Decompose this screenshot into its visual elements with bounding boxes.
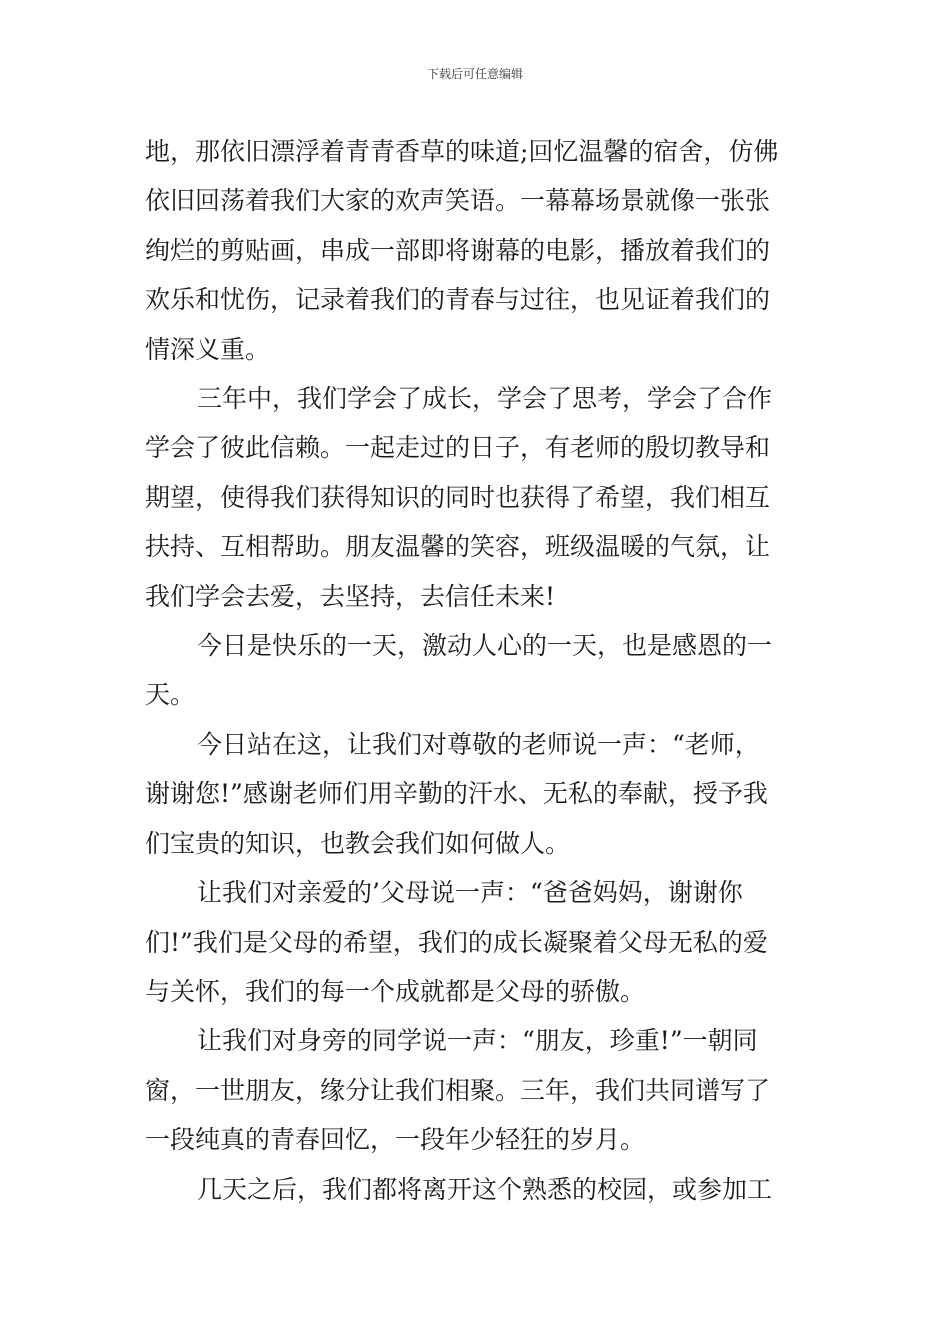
paragraph-5 — [145, 868, 807, 1016]
text-line: 今日是快乐的一天，激动人心的一天，也是感恩的一 — [197, 631, 773, 661]
text-line: 欢乐和忧伤，记录着我们的青春与过往，也见证着我们的 — [145, 285, 771, 315]
text-line: 天。 — [145, 680, 196, 710]
text-line: 依旧回荡着我们大家的欢声笑语。一幕幕场景就像一张张 — [145, 186, 771, 216]
paragraph-7 — [145, 1165, 807, 1214]
paragraph-4 — [145, 720, 807, 868]
text-line: 让我们对身旁的同学说一声：“朋友，珍重!”一朝同 — [197, 1026, 758, 1056]
text-line: 们宝贵的知识，也教会我们如何做人。 — [145, 828, 571, 858]
text-line: 三年中，我们学会了成长，学会了思考，学会了合作 — [197, 384, 773, 414]
paragraph-6 — [145, 1016, 807, 1164]
paragraph-2 — [145, 374, 807, 621]
text-line: 让我们对亲爱的’父母说一声：“爸爸妈妈，谢谢你 — [197, 878, 743, 908]
paragraph-3 — [145, 621, 807, 720]
paragraph-1 — [145, 127, 807, 374]
text-line: 窗，一世朋友，缘分让我们相聚。三年，我们共同谱写了 — [145, 1075, 771, 1105]
text-line: 谢谢您!”感谢老师们用辛勤的汗水、无私的奉献，授予我 — [145, 779, 768, 809]
text-line: 与关怀，我们的每一个成就都是父母的骄傲。 — [145, 976, 646, 1006]
text-line: 期望，使得我们获得知识的同时也获得了希望，我们相互 — [145, 482, 771, 512]
text-line: 今日站在这，让我们对尊敬的老师说一声：“老师， — [197, 729, 760, 759]
text-line: 们!”我们是父母的希望，我们的成长凝聚着父母无私的爱 — [145, 927, 768, 957]
text-line: 绚烂的剪贴画，串成一部即将谢幕的电影，播放着我们的 — [145, 235, 771, 265]
text-line: 几天之后，我们都将离开这个熟悉的校园，或参加工 — [197, 1174, 773, 1204]
page-header-caption: 下载后可任意编辑 — [426, 67, 523, 81]
text-line: 情深义重。 — [145, 334, 271, 364]
text-line: 学会了彼此信赖。一起走过的日子，有老师的殷切教导和 — [145, 433, 771, 463]
text-line: 扶持、互相帮助。朋友温馨的笑容，班级温暖的气氛，让 — [145, 532, 771, 562]
document-body — [145, 127, 807, 1214]
text-line: 我们学会去爱，去坚持，去信任未来! — [145, 581, 556, 611]
text-line: 一段纯真的青春回忆，一段年少轻狂的岁月。 — [145, 1125, 646, 1155]
text-line: 地，那依旧漂浮着青青香草的味道;回忆温馨的宿舍，仿佛 — [145, 137, 779, 166]
